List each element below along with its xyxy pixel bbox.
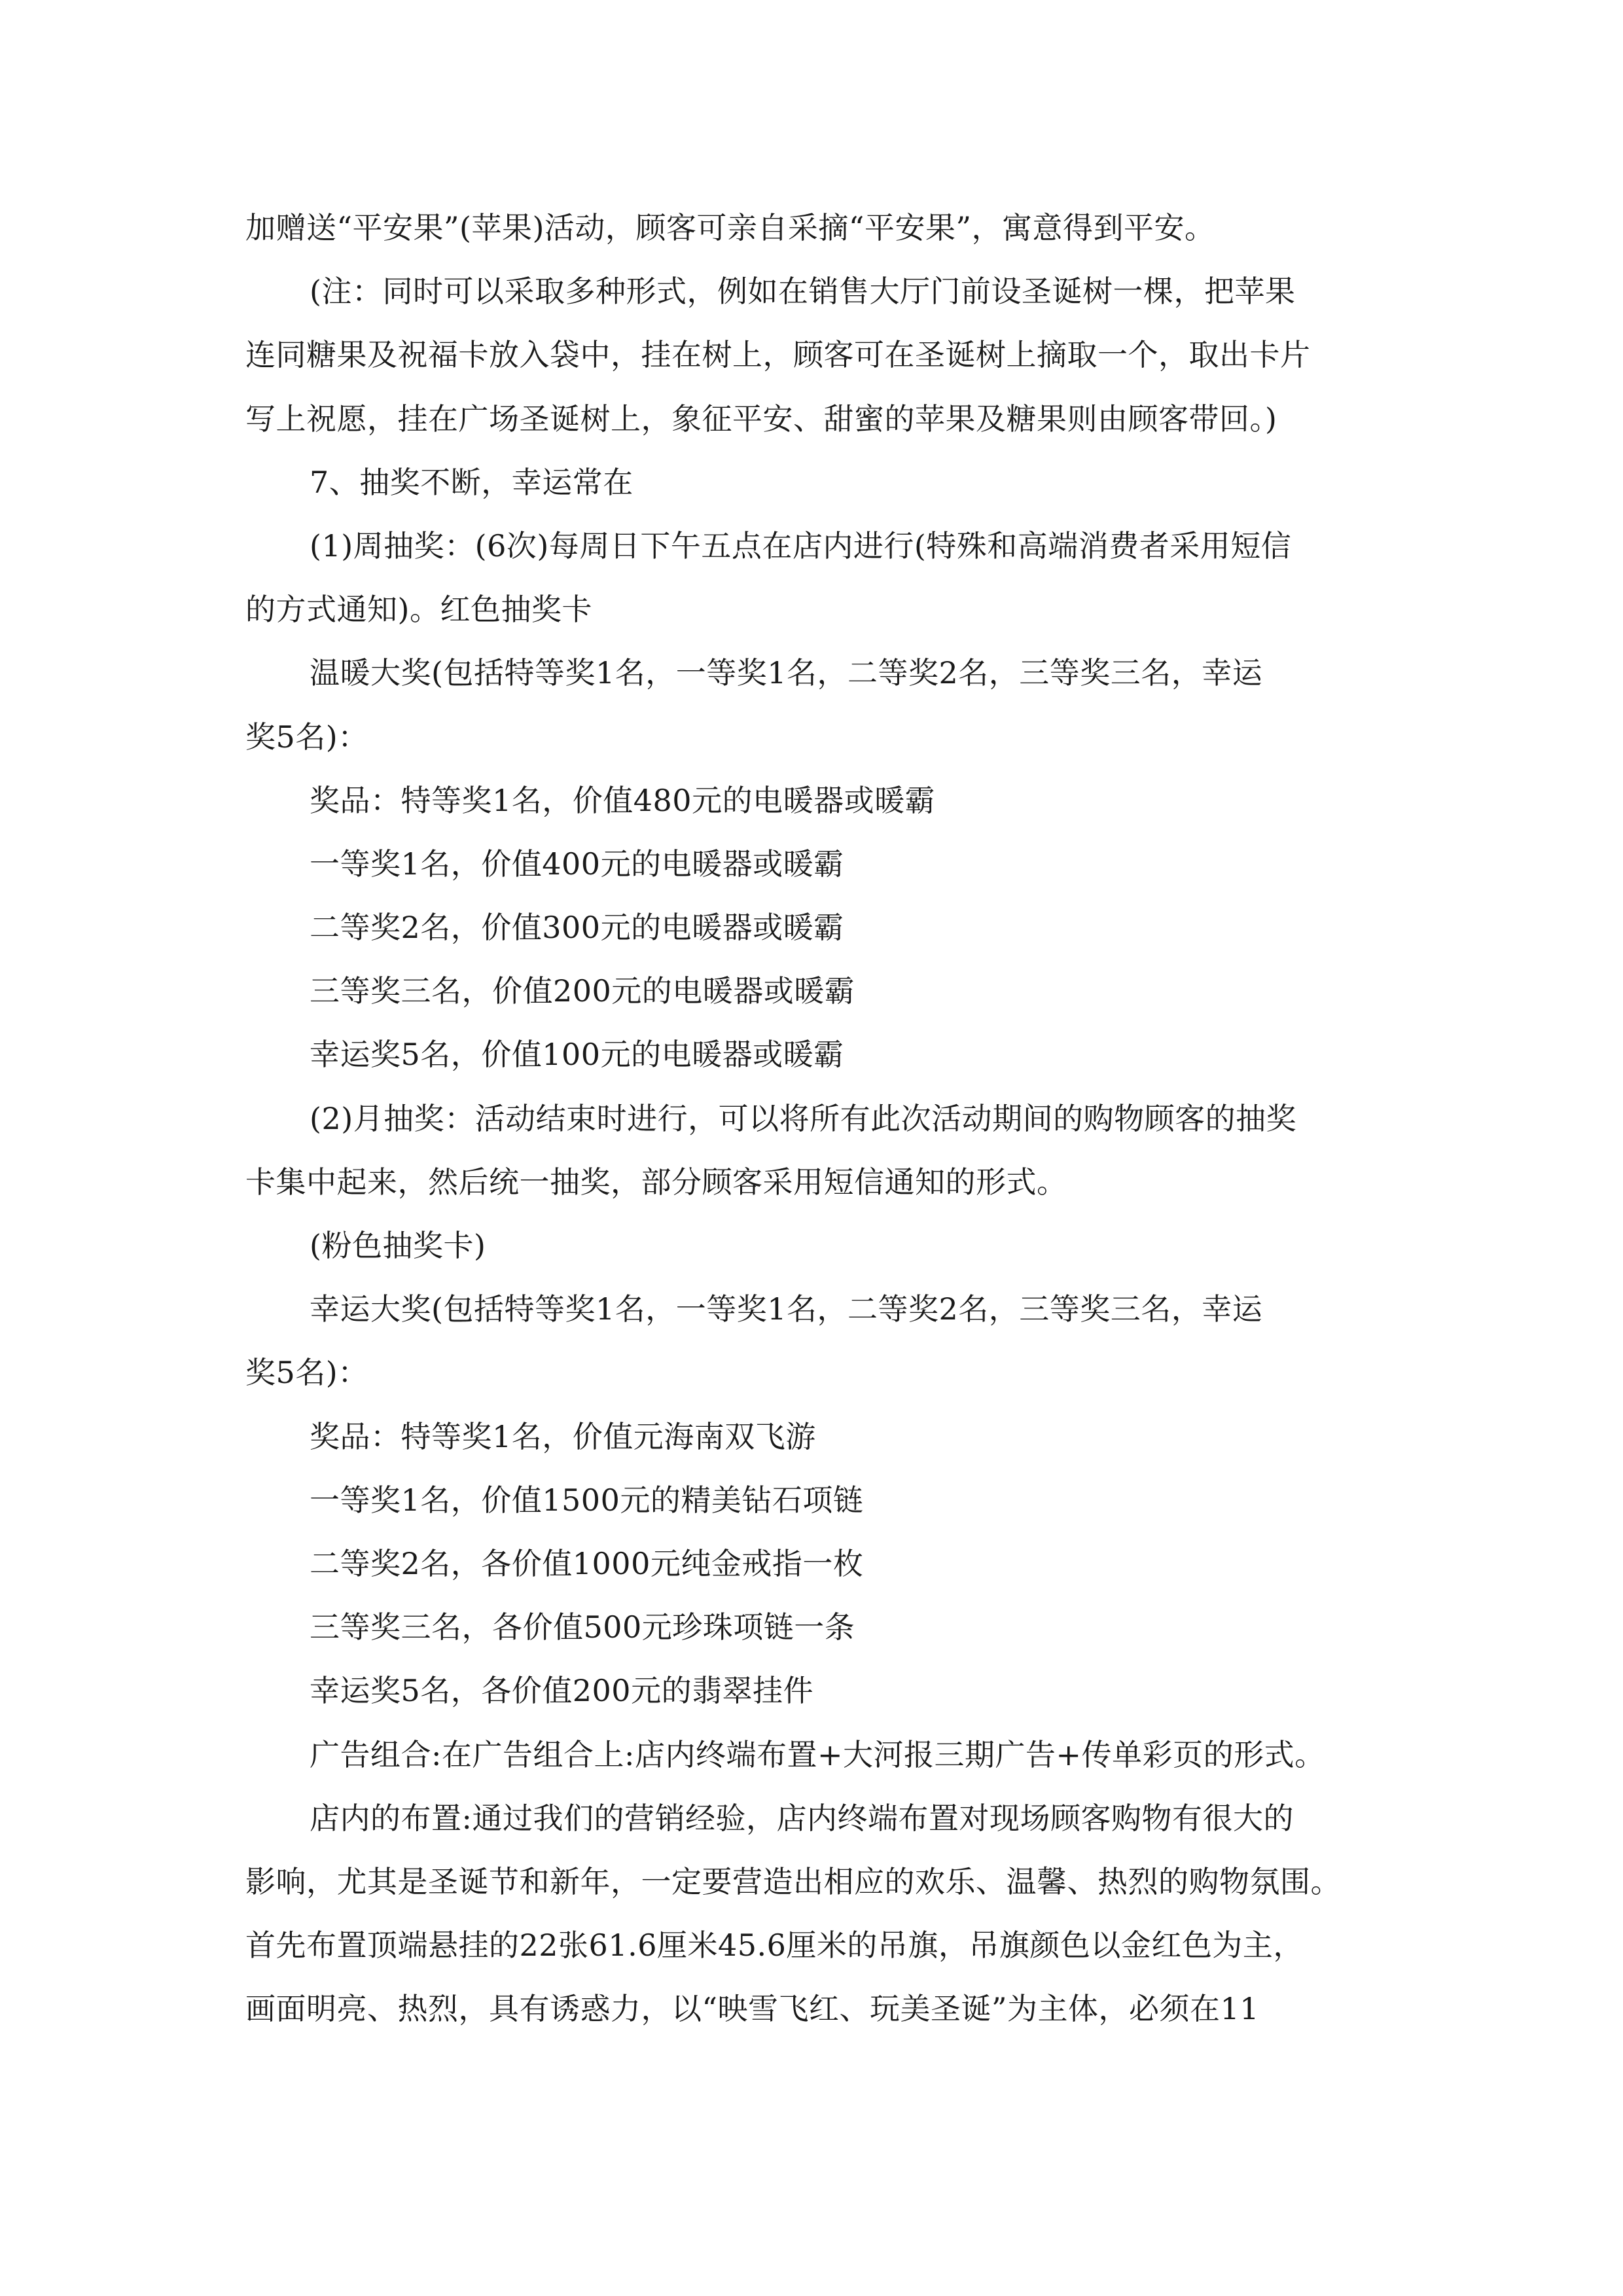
text-line: (1)周抽奖：(6次)每周日下午五点在店内进行(特殊和高端消费者采用短信 xyxy=(310,528,1292,564)
prize-line: 二等奖2名，价值300元的电暖器或暖霸 xyxy=(310,910,844,946)
document-body xyxy=(245,196,1381,2041)
text-line: 奖5名)： xyxy=(245,719,368,755)
section-heading: 7、抽奖不断，幸运常在 xyxy=(310,464,633,500)
text-line: 连同糖果及祝福卡放入袋中，挂在树上，顾客可在圣诞树上摘取一个，取出卡片 xyxy=(245,337,1311,373)
text-line: 温暖大奖(包括特等奖1名，一等奖1名，二等奖2名，三等奖三名，幸运 xyxy=(310,655,1263,691)
text-line: 加赠送“平安果”(苹果)活动，顾客可亲自采摘“平安果”，寓意得到平安。 xyxy=(245,210,1215,245)
text-line: 写上祝愿，挂在广场圣诞树上，象征平安、甜蜜的苹果及糖果则由顾客带回。) xyxy=(245,401,1277,437)
prize-line: 奖品：特等奖1名，价值480元的电暖器或暖霸 xyxy=(310,782,936,818)
text-line: 影响，尤其是圣诞节和新年，一定要营造出相应的欢乐、温馨、热烈的购物氛围。 xyxy=(245,1863,1341,1899)
prize-line: 幸运奖5名，价值100元的电暖器或暖霸 xyxy=(310,1037,844,1073)
prize-line: 二等奖2名，各价值1000元纯金戒指一枚 xyxy=(310,1545,864,1581)
prize-line: 三等奖三名，价值200元的电暖器或暖霸 xyxy=(310,973,855,1009)
text-line: 首先布置顶端悬挂的22张61.6厘米45.6厘米的吊旗，吊旗颜色以金红色为主， xyxy=(245,1928,1304,1964)
text-line: 广告组合:在广告组合上:店内终端布置+大河报三期广告+传单彩页的形式。 xyxy=(310,1736,1325,1772)
prize-line: 一等奖1名，价值1500元的精美钻石项链 xyxy=(310,1482,864,1518)
text-line: 店内的布置:通过我们的营销经验，店内终端布置对现场顾客购物有很大的 xyxy=(310,1800,1294,1836)
prize-line: 幸运奖5名，各价值200元的翡翠挂件 xyxy=(310,1673,814,1709)
text-line: (2)月抽奖：活动结束时进行，可以将所有此次活动期间的购物顾客的抽奖 xyxy=(310,1100,1297,1136)
text-line: 画面明亮、热烈，具有诱惑力，以“映雪飞红、玩美圣诞”为主体，必须在11 xyxy=(245,1991,1260,2027)
prize-line: 奖品：特等奖1名，价值元海南双飞游 xyxy=(310,1418,816,1454)
text-line: 奖5名)： xyxy=(245,1355,368,1391)
text-line: (粉色抽奖卡) xyxy=(310,1228,486,1263)
text-line: 的方式通知)。红色抽奖卡 xyxy=(245,592,592,628)
text-line: 卡集中起来，然后统一抽奖，部分顾客采用短信通知的形式。 xyxy=(245,1164,1067,1200)
prize-line: 一等奖1名，价值400元的电暖器或暖霸 xyxy=(310,846,844,882)
prize-line: 三等奖三名，各价值500元珍珠项链一条 xyxy=(310,1609,855,1645)
text-line: 幸运大奖(包括特等奖1名，一等奖1名，二等奖2名，三等奖三名，幸运 xyxy=(310,1291,1263,1327)
text-line: (注：同时可以采取多种形式，例如在销售大厅门前设圣诞树一棵，把苹果 xyxy=(310,274,1296,310)
